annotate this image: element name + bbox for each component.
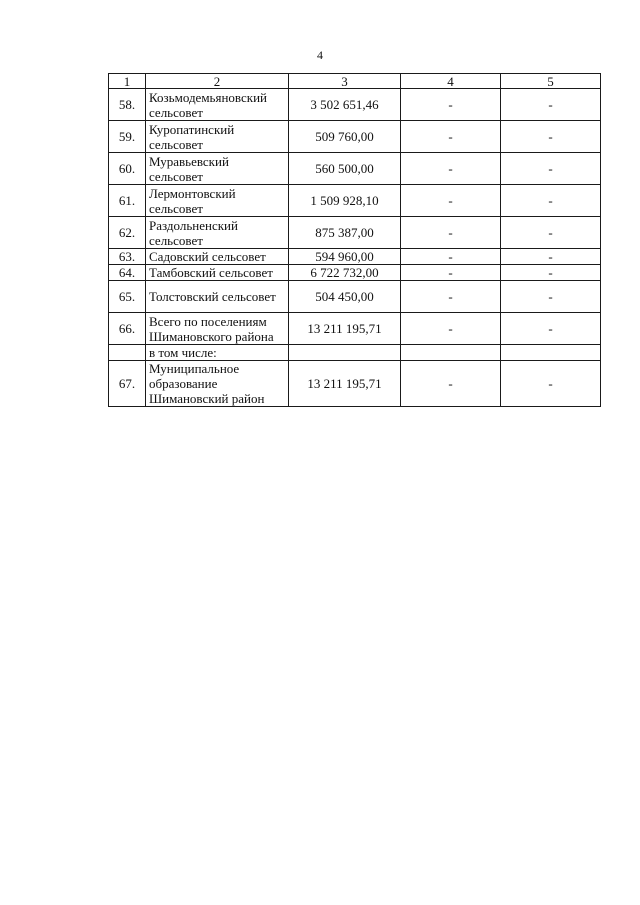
- row-col4: -: [401, 265, 501, 281]
- header-cell-1: 1: [109, 74, 146, 89]
- header-cell-5: 5: [501, 74, 601, 89]
- row-number: 66.: [109, 313, 146, 345]
- table-header-row: [109, 74, 601, 89]
- row-name: Лермонтовский сельсовет: [146, 185, 289, 217]
- table-row: [109, 265, 601, 281]
- row-col5: -: [501, 361, 601, 407]
- row-col4: -: [401, 249, 501, 265]
- row-number: [109, 345, 146, 361]
- row-col5: -: [501, 89, 601, 121]
- header-cell-3: 3: [289, 74, 401, 89]
- row-amount: 560 500,00: [289, 153, 401, 185]
- row-name: Куропатинский сельсовет: [146, 121, 289, 153]
- table-row: [109, 217, 601, 249]
- row-amount: 875 387,00: [289, 217, 401, 249]
- row-col4: -: [401, 89, 501, 121]
- table-row: [109, 185, 601, 217]
- table-row: [109, 89, 601, 121]
- row-number: 61.: [109, 185, 146, 217]
- row-amount: [289, 345, 401, 361]
- budget-table: [108, 73, 601, 407]
- row-name: Раздольненский сельсовет: [146, 217, 289, 249]
- row-col4: -: [401, 281, 501, 313]
- header-cell-2: 2: [146, 74, 289, 89]
- row-col5: -: [501, 185, 601, 217]
- row-number: 62.: [109, 217, 146, 249]
- row-number: 60.: [109, 153, 146, 185]
- table-row: [109, 121, 601, 153]
- row-col5: -: [501, 121, 601, 153]
- row-col4: -: [401, 361, 501, 407]
- row-number: 59.: [109, 121, 146, 153]
- row-col4: -: [401, 121, 501, 153]
- row-amount: 3 502 651,46: [289, 89, 401, 121]
- row-name: Тамбовский сельсовет: [146, 265, 289, 281]
- row-number: 65.: [109, 281, 146, 313]
- row-amount: 509 760,00: [289, 121, 401, 153]
- row-col5: -: [501, 153, 601, 185]
- row-col5: -: [501, 217, 601, 249]
- header-cell-4: 4: [401, 74, 501, 89]
- row-amount: 1 509 928,10: [289, 185, 401, 217]
- row-number: 67.: [109, 361, 146, 407]
- table-row: [109, 249, 601, 265]
- row-amount: 13 211 195,71: [289, 313, 401, 345]
- table-row: [109, 361, 601, 407]
- table-row: [109, 345, 601, 361]
- page-number: 4: [317, 48, 323, 62]
- row-col5: [501, 345, 601, 361]
- row-col5: -: [501, 313, 601, 345]
- row-name: в том числе:: [146, 345, 289, 361]
- row-col4: -: [401, 217, 501, 249]
- row-name: Толстовский сельсовет: [146, 281, 289, 313]
- row-amount: 594 960,00: [289, 249, 401, 265]
- row-col4: -: [401, 185, 501, 217]
- row-col5: -: [501, 249, 601, 265]
- row-number: 64.: [109, 265, 146, 281]
- table-row: [109, 313, 601, 345]
- row-number: 63.: [109, 249, 146, 265]
- row-amount: 13 211 195,71: [289, 361, 401, 407]
- table-row: [109, 153, 601, 185]
- row-amount: 504 450,00: [289, 281, 401, 313]
- row-name: Всего по поселениям Шимановского района: [146, 313, 289, 345]
- row-number: 58.: [109, 89, 146, 121]
- row-col4: [401, 345, 501, 361]
- row-name: Козьмодемьяновский сельсовет: [146, 89, 289, 121]
- row-col4: -: [401, 313, 501, 345]
- row-amount: 6 722 732,00: [289, 265, 401, 281]
- row-name: Муниципальное образование Шимановский район: [146, 361, 289, 407]
- row-col5: -: [501, 281, 601, 313]
- row-name: Муравьевский сельсовет: [146, 153, 289, 185]
- row-col5: -: [501, 265, 601, 281]
- table-row: [109, 281, 601, 313]
- row-name: Садовский сельсовет: [146, 249, 289, 265]
- row-col4: -: [401, 153, 501, 185]
